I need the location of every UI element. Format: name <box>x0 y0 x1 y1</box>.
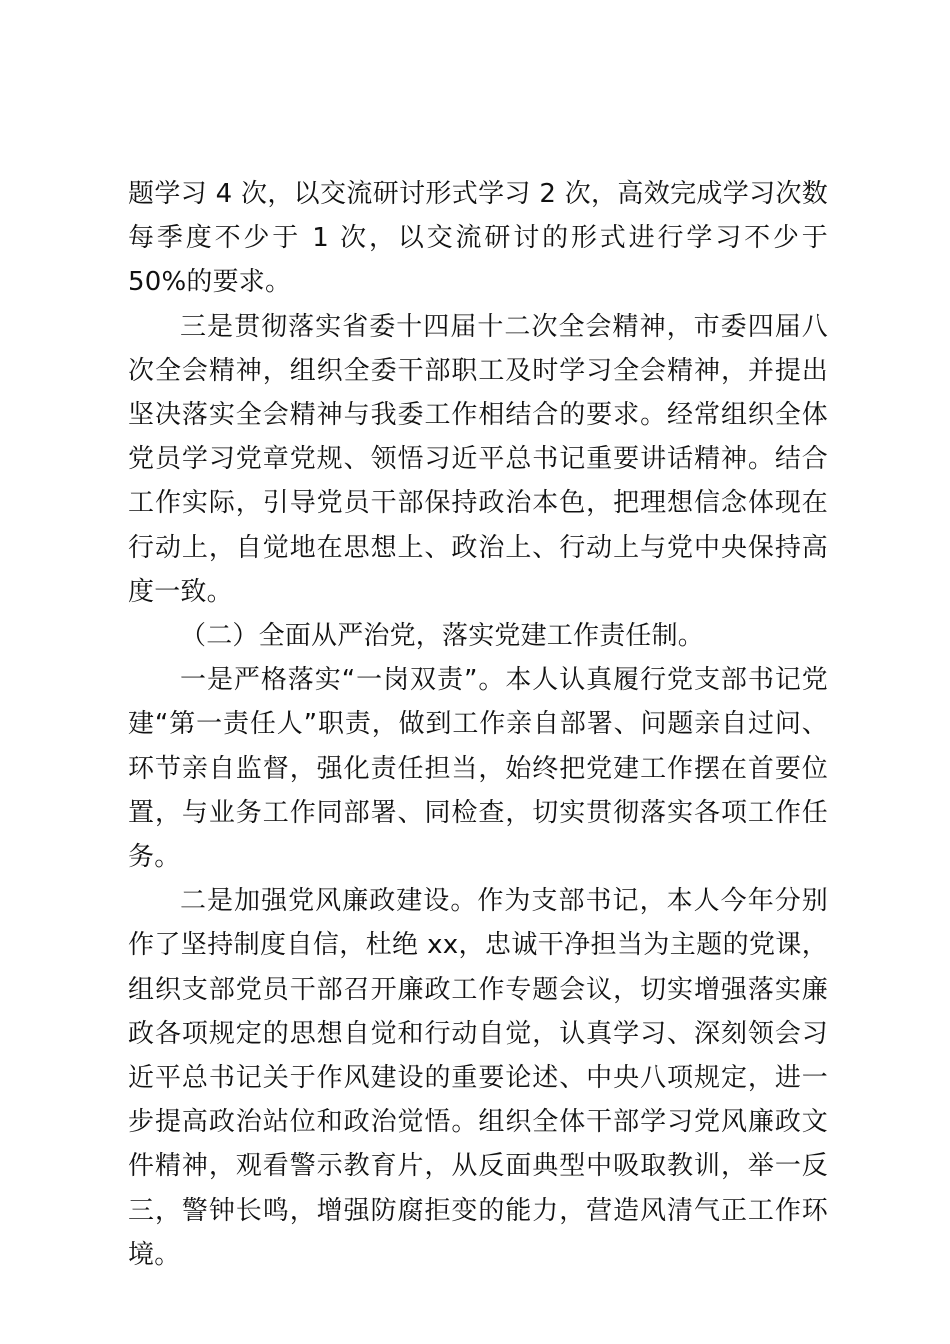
paragraph-item-two: 二是加强党风廉政建设。作为支部书记，本人今年分别作了坚持制度自信，杜绝 xx，忠诚干净担当为主题的党课，组织支部党员干部召开廉政工作专题会议，切实增强落实廉政各项规定的思想自觉和行动自觉，认真学习、深刻领会习近平总书记关于作风建设的重要论述、中央八项规定，进一步提高政治站位和政治觉悟。组织全体干部学习党风廉政文件精神，观看警示教育片，从反面典型中吸取教训，举一反三，警钟长鸣，增强防腐拒变的能力，营造风清气正工作环境。 <box>128 886 828 1270</box>
paragraph-item-one: 一是严格落实“一岗双责”。本人认真履行党支部书记党建“第一责任人”职责，做到工作亲自部署、问题亲自过问、环节亲自监督，强化责任担当，始终把党建工作摆在首要位置，与业务工作同部署、同检查，切实贯彻落实各项工作任务。 <box>128 665 828 873</box>
section-two-heading: （二）全面从严治党，落实党建工作责任制。 <box>180 621 705 652</box>
document-body <box>128 172 828 1277</box>
paragraph-continuation: 题学习 4 次，以交流研讨形式学习 2 次，高效完成学习次数每季度不少于 1 次，以交流研讨的形式进行学习不少于 50%的要求。 <box>128 179 828 298</box>
paragraph-item-three: 三是贯彻落实省委十四届十二次全会精神，市委四届八次全会精神，组织全委干部职工及时学习全会精神，并提出坚决落实全会精神与我委工作相结合的要求。经常组织全体党员学习党章党规、领悟习近平总书记重要讲话精神。结合工作实际，引导党员干部保持政治本色，把理想信念体现在行动上，自觉地在思想上、政治上、行动上与党中央保持高度一致。 <box>128 311 828 607</box>
